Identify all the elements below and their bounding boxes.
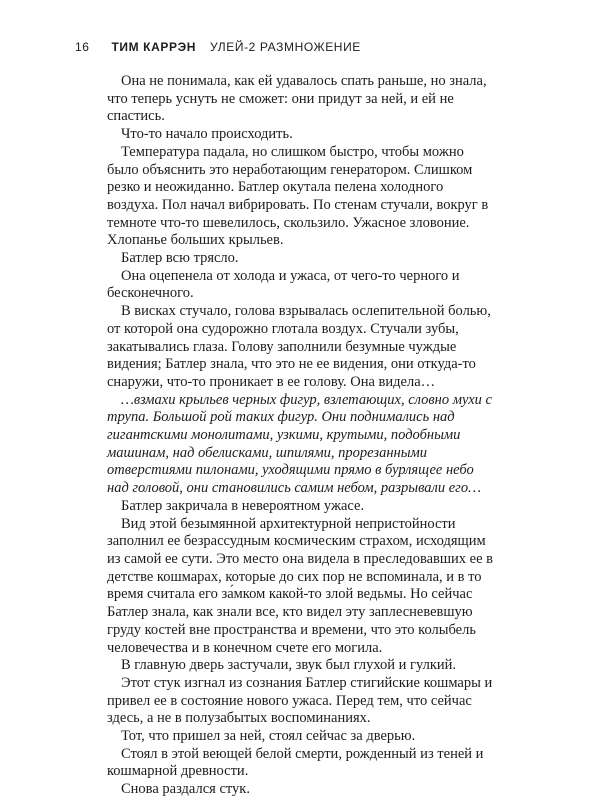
paragraph: Вид этой безымянной архитектурной непристойности заполнил ее безрассудным космическим страхом, исходящим из самой ее сути. Это место она видела в преследовавших ее в детстве кошмарах, которые до сих пор не вспоминала, и в то время считала его за́мком какой-то злой ведьмы. Но сейчас Батлер знала, как знали все, кто видел эту заплесневевшую груду костей вне пространства и времени, что это колыбель человечества и в конечном счете его могила. xyxy=(107,515,494,656)
paragraph: Тот, что пришел за ней, стоял сейчас за дверью. xyxy=(121,728,416,745)
paragraph: Этот стук изгнал из сознания Батлер стигийские кошмары и привел ее в состояние нового ужаса. Перед тем, что сейчас здесь, а не в полузабытых воспоминаниях. xyxy=(107,674,493,727)
series-name: УЛЕЙ-2 xyxy=(209,40,256,54)
page-number: 16 xyxy=(75,40,90,54)
paragraph: Температура падала, но слишком быстро, чтобы можно было объяснить это неработающим генератором. Слишком резко и неожиданно. Батлер окутала пелена холодного воздуха. Пол начал вибрировать. По стенам стучали, вокруг в темноте что-то шевелилось, скользило. Ужасное зловоние. Хлопанье больших крыльев. xyxy=(107,143,489,249)
italic-vision-paragraph: …взмахи крыльев черных фигур, взлетающих, словно мухи с трупа. Большой рой таких фигур. Они поднимались над гигантскими монолитами, узкими, крутыми, подобными машинам, над обелисками, шпилями, прорезанными отверстиями пилонами, уходящими прямо в бурлящее небо над головой, они становились самим небом, разрывали его… xyxy=(107,391,492,497)
paragraph: В главную дверь застучали, звук был глухой и гулкий. xyxy=(121,657,457,674)
paragraph: Батлер закричала в невероятном ужасе. xyxy=(121,497,365,514)
author-name: ТИМ КАРРЭН xyxy=(111,40,196,54)
paragraph: Что-то начало происходить. xyxy=(121,126,293,143)
running-head xyxy=(75,40,361,54)
paragraph: Стоял в этой веющей белой смерти, рожденный из теней и кошмарной древности. xyxy=(107,745,484,780)
paragraph: Снова раздался стук. xyxy=(121,781,250,798)
book-title: РАЗМНОЖЕНИЕ xyxy=(259,40,361,54)
paragraph: Батлер всю трясло. xyxy=(121,250,239,267)
body-text xyxy=(107,73,498,799)
paragraph: Она не понимала, как ей удавалось спать раньше, но знала, что теперь уснуть не сможет: они придут за ней, и ей не спастись. xyxy=(107,73,487,125)
paragraph: В висках стучало, голова взрывалась ослепительной болью, от которой она судорожно глотала воздух. Стучали зубы, закатывались глаза. Голову заполнили безумные чуждые видения; Батлер знала, что это не ее видения, они откуда-то снаружи, что-то проникает в ее голову. Она видела… xyxy=(107,303,491,390)
paragraph: Она оцепенела от холода и ужаса, от чего-то черного и бесконечного. xyxy=(107,267,460,302)
